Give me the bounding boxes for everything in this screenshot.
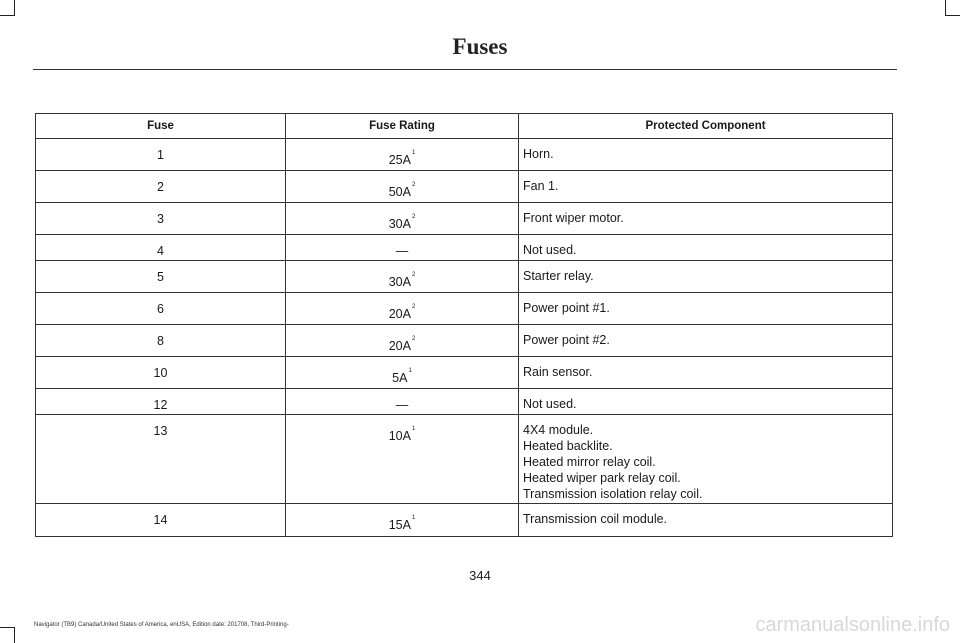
component-line: Starter relay.	[523, 269, 594, 283]
crop-mark	[14, 628, 15, 643]
footnote-marker: 2	[411, 182, 416, 188]
fuse-number-cell: 3	[36, 203, 286, 235]
footnote-marker: 2	[411, 304, 416, 310]
protected-component-cell	[519, 389, 893, 415]
protected-component-cell	[519, 357, 893, 389]
fuse-rating-value: 30A	[388, 217, 411, 231]
fuse-rating-cell	[286, 261, 519, 293]
fuse-number-cell: 10	[36, 357, 286, 389]
page-number: 344	[469, 568, 491, 583]
component-line: Heated wiper park relay coil.	[523, 471, 681, 485]
fuse-rating-cell	[286, 139, 519, 171]
component-line: Power point #1.	[523, 301, 610, 315]
footnote-marker: 1	[408, 368, 412, 374]
header-fuse: Fuse	[36, 114, 286, 139]
fuse-rating-cell	[286, 389, 519, 415]
fuse-number-cell: 6	[36, 293, 286, 325]
component-line: Heated mirror relay coil.	[523, 455, 656, 469]
component-line: Horn.	[523, 147, 554, 161]
footnote-marker: 1	[411, 150, 416, 156]
protected-component-cell	[519, 261, 893, 293]
protected-component-cell	[519, 415, 893, 504]
fuse-rating-value: 20A	[388, 307, 411, 321]
table-body	[36, 139, 893, 537]
fuse-rating-value: —	[395, 244, 409, 258]
protected-component-cell	[519, 203, 893, 235]
fuse-rating-cell	[286, 357, 519, 389]
component-line: Rain sensor.	[523, 365, 593, 379]
component-line: Heated backlite.	[523, 439, 613, 453]
header-fuse-rating: Fuse Rating	[286, 114, 519, 139]
fuse-rating-value: 50A	[388, 185, 411, 199]
fuse-rating-cell	[286, 171, 519, 203]
table-row	[36, 293, 893, 325]
watermark: carmanualsonline.info	[755, 614, 950, 636]
fuse-number-cell: 2	[36, 171, 286, 203]
crop-mark	[14, 0, 15, 15]
table-row	[36, 235, 893, 261]
fuse-rating-value: 30A	[388, 275, 411, 289]
table-row	[36, 389, 893, 415]
protected-component-cell	[519, 139, 893, 171]
table-header-row	[36, 114, 893, 139]
footnote-marker: 1	[411, 426, 416, 432]
footnote-marker: 1	[411, 515, 416, 521]
fuse-rating-value: —	[395, 398, 409, 412]
fuse-rating-value: 15A	[388, 518, 411, 532]
fuse-rating-value: 25A	[388, 153, 411, 167]
crop-mark	[0, 627, 15, 628]
component-line: Power point #2.	[523, 333, 610, 347]
footer-text: Navigator (TB9) Canada/United States of America, enUSA, Edition date: 201708, Third-Printing-	[34, 622, 289, 628]
fuse-number-cell: 8	[36, 325, 286, 357]
protected-component-cell	[519, 171, 893, 203]
fuse-number-cell: 13	[36, 415, 286, 504]
component-line: Not used.	[523, 397, 577, 411]
page-title: Fuses	[452, 34, 508, 59]
crop-mark	[945, 0, 946, 15]
footnote-marker: 2	[411, 272, 416, 278]
component-line: Front wiper motor.	[523, 211, 624, 225]
fuse-rating-cell	[286, 325, 519, 357]
protected-component-cell	[519, 293, 893, 325]
table-row	[36, 139, 893, 171]
fuse-rating-value: 10A	[388, 429, 411, 443]
fuse-rating-cell	[286, 504, 519, 537]
protected-component-cell	[519, 235, 893, 261]
fuse-rating-value: 5A	[392, 371, 408, 385]
fuse-rating-cell	[286, 415, 519, 504]
fuse-number-cell: 14	[36, 504, 286, 537]
table-row	[36, 203, 893, 235]
protected-component-cell	[519, 504, 893, 537]
fuse-number-cell: 5	[36, 261, 286, 293]
fuse-rating-cell	[286, 203, 519, 235]
fuse-rating-cell	[286, 293, 519, 325]
protected-component-cell	[519, 325, 893, 357]
component-line: Transmission isolation relay coil.	[523, 487, 703, 501]
title-rule	[33, 69, 897, 70]
component-line: 4X4 module.	[523, 423, 594, 437]
fuse-number-cell: 1	[36, 139, 286, 171]
crop-mark	[945, 15, 960, 16]
footnote-marker: 2	[411, 214, 416, 220]
fuse-rating-value: 20A	[388, 339, 411, 353]
component-line: Transmission coil module.	[523, 512, 668, 526]
component-line: Not used.	[523, 243, 577, 257]
table-row	[36, 357, 893, 389]
header-protected-component: Protected Component	[519, 114, 893, 139]
fuse-number-cell: 12	[36, 389, 286, 415]
table-row	[36, 504, 893, 537]
table-row	[36, 415, 893, 504]
crop-mark	[0, 15, 15, 16]
fuse-number-cell: 4	[36, 235, 286, 261]
component-line: Fan 1.	[523, 179, 559, 193]
table-row	[36, 261, 893, 293]
fuse-rating-cell	[286, 235, 519, 261]
table-row	[36, 171, 893, 203]
footnote-marker: 2	[411, 336, 416, 342]
fuse-table	[35, 113, 893, 537]
table-row	[36, 325, 893, 357]
